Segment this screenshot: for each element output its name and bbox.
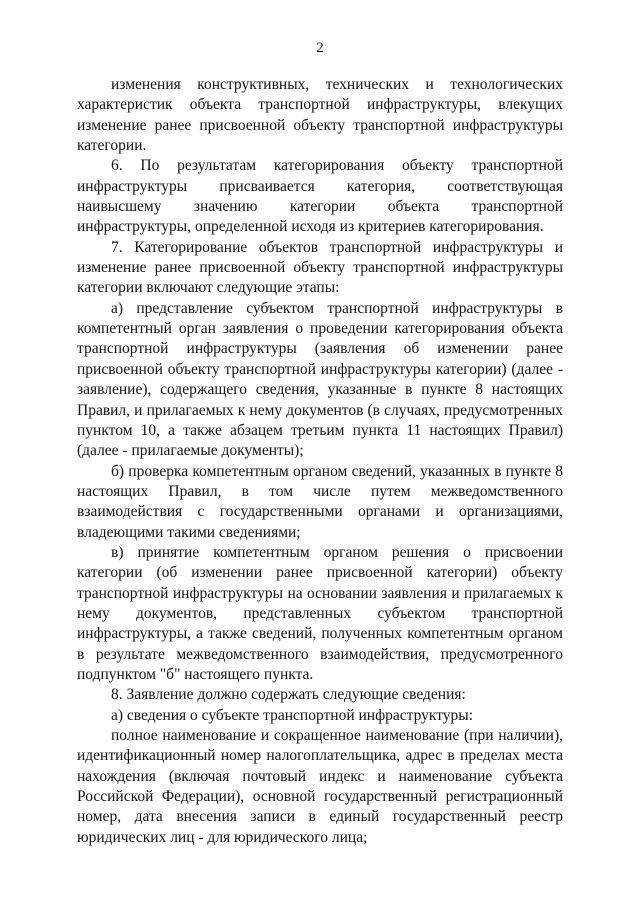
paragraph-item-8a: а) сведения о субъекте транспортной инфраструктуры: — [111, 706, 474, 724]
paragraph-item-6: 6. По результатам категорирования объекту транспортной инфраструктуры присваивается категория, соответствующая наивысшему значению категории объекта транспортной инфраструктуры, определенной исходя из критериев категорирования. — [77, 157, 563, 236]
document-body — [77, 75, 563, 848]
paragraph-item-7v: в) принятие компетентным органом решения о присвоении категории (об изменении ранее присвоенной категории) объекту транспортной инфраструктуры на основании заявления и прилагаемых к нему документов, представленных субъектом транспортной инфраструктуры, а также сведений, полученных компетентным органом в результате межведомственного взаимодействия, предусмотренного подпунктом "б" настоящего пункта. — [77, 543, 563, 683]
paragraph-item-7a: а) представление субъектом транспортной инфраструктуры в компетентный орган заявления о проведении категорирования объекта транспортной инфраструктуры (заявления об изменении ранее присвоенной объекту транспортной инфраструктуры категории) (далее - заявление), содержащего сведения, указанные в пункте 8 настоящих Правил, и прилагаемых к нему документов (в случаях, предусмотренных пунктом 10, а также абзацем третьим пункта 11 настоящих Правил) (далее - прилагаемые документы); — [77, 299, 563, 460]
paragraph-item-7b: б) проверка компетентным органом сведений, указанных в пункте 8 настоящих Правил, в том числе путем межведомственного взаимодействия с государственными органами и организациями, владеющими такими сведениями; — [77, 462, 563, 541]
paragraph-continuation: изменения конструктивных, технических и технологических характеристик объекта транспортной инфраструктуры, влекущих изменение ранее присвоенной объекту транспортной инфраструктуры категории. — [77, 76, 563, 155]
paragraph-item-8a-details: полное наименование и сокращенное наименование (при наличии), идентификационный номер налогоплательщика, адрес в пределах места нахождения (включая почтовый индекс и наименование субъекта Российской Федерации), основной государственный регистрационный номер, дата внесения записи в единый государственный реестр юридических лиц - для юридического лица; — [77, 727, 563, 846]
paragraph-item-7: 7. Категорирование объектов транспортной инфраструктуры и изменение ранее присвоенной объекту транспортной инфраструктуры категории включают следующие этапы: — [77, 238, 563, 297]
page-number: 2 — [316, 40, 324, 56]
paragraph-item-8: 8. Заявление должно содержать следующие сведения: — [111, 686, 466, 704]
